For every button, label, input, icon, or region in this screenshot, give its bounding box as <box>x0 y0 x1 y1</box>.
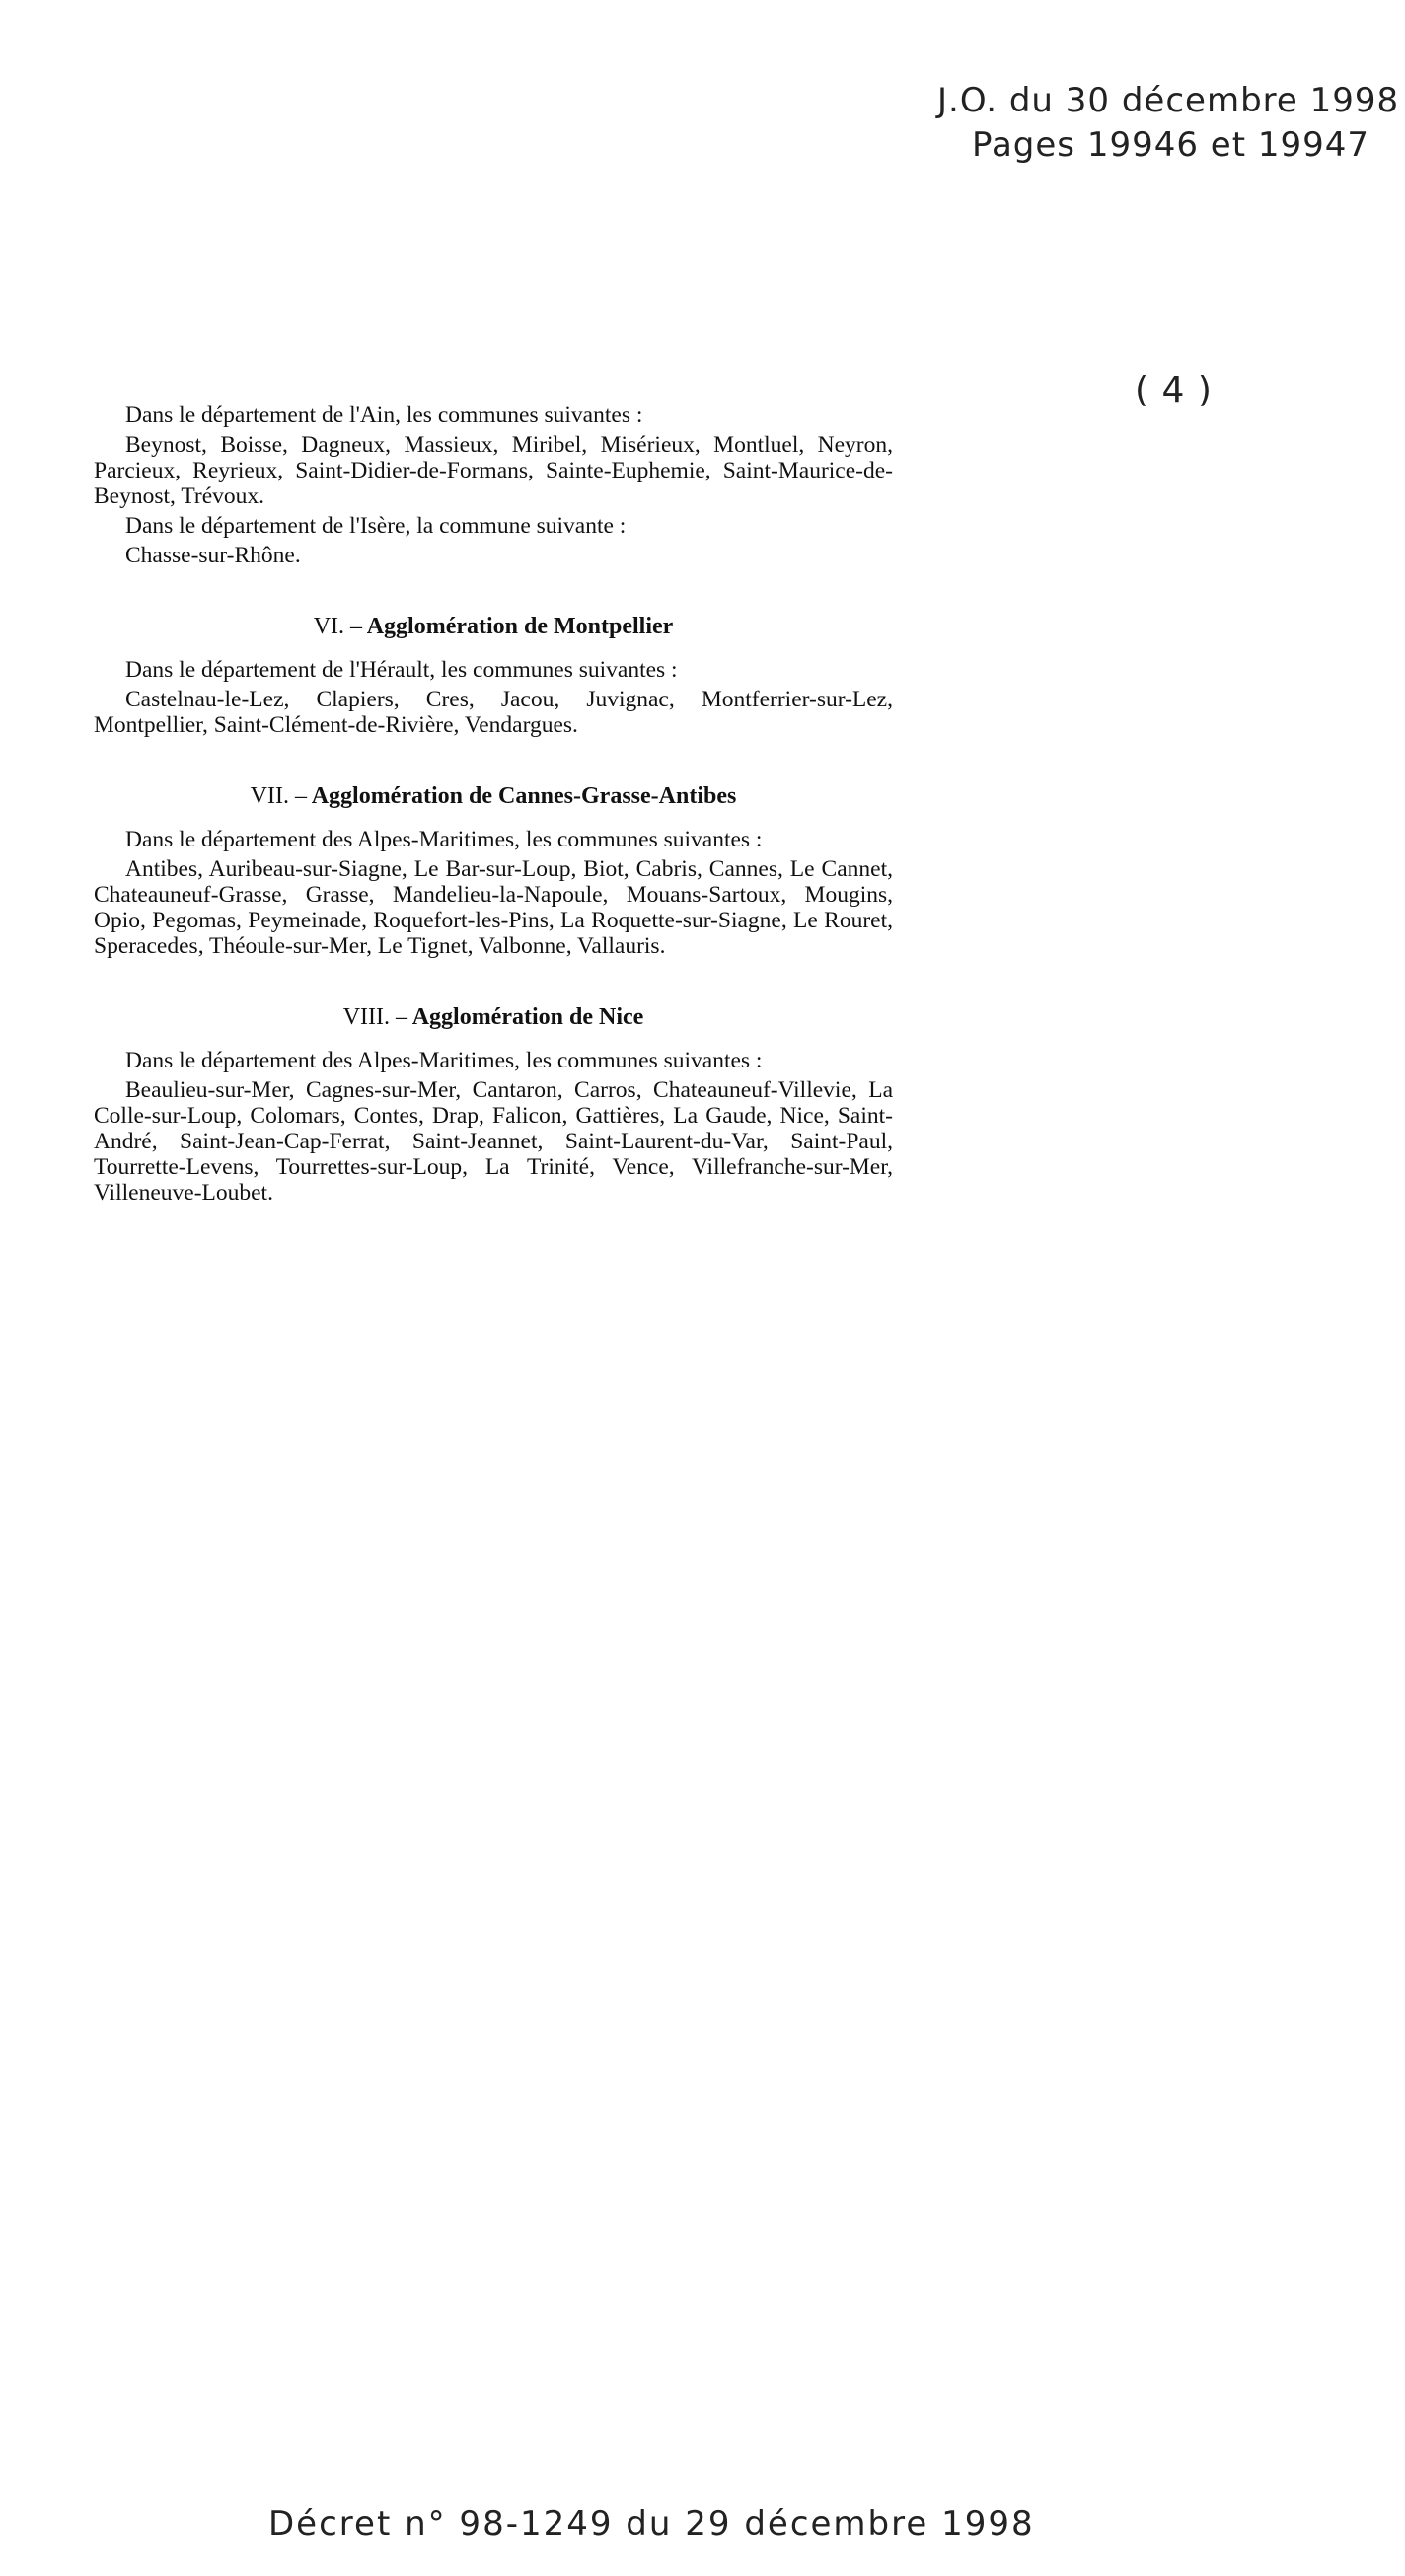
department-intro: Dans le département de l'Hérault, les communes suivantes : <box>125 657 678 683</box>
section-heading <box>94 783 893 809</box>
section-number: VII. – <box>250 783 307 809</box>
section-nice <box>94 1004 893 1206</box>
section-continuation <box>94 403 893 568</box>
commune-list: Beaulieu-sur-Mer, Cagnes-sur-Mer, Cantaron, Carros, Chateauneuf-Villevie, La Colle-sur-Loup, Colomars, Contes, Drap, Falicon, Gattières, La Gaude, Nice, Saint-André, Saint-Jean-Cap-Ferrat, Saint-Jeannet, Saint-Laurent-du-Var, Saint-Paul, Tourrette-Levens, Tourrettes-sur-Loup, La Trinité, Vence, Villefranche-sur-Mer, Villeneuve-Loubet. <box>94 1077 893 1206</box>
section-title: Agglomération de Montpellier <box>366 614 674 639</box>
decree-reference: Décret n° 98-1249 du 29 décembre 1998 <box>268 2504 1035 2543</box>
section-number: VIII. – <box>342 1004 407 1030</box>
department-intro: Dans le département de l'Ain, les communes suivantes : <box>125 403 643 428</box>
journal-reference: J.O. du 30 décembre 1998 <box>937 81 1400 120</box>
section-montpellier <box>94 614 893 738</box>
department-intro: Dans le département des Alpes-Maritimes, les communes suivantes : <box>125 827 763 852</box>
department-intro: Dans le département des Alpes-Maritimes, les communes suivantes : <box>125 1048 763 1073</box>
section-heading <box>94 1004 893 1030</box>
commune-list: Beynost, Boisse, Dagneux, Massieux, Miribel, Misérieux, Montluel, Neyron, Parcieux, Reyrieux, Saint-Didier-de-Formans, Sainte-Euphemie, Saint-Maurice-de-Beynost, Trévoux. <box>94 432 893 509</box>
department-intro: Dans le département de l'Isère, la commune suivante : <box>125 513 627 539</box>
commune-list: Castelnau-le-Lez, Clapiers, Cres, Jacou, Juvignac, Montferrier-sur-Lez, Montpellier, Saint-Clément-de-Rivière, Vendargues. <box>94 687 893 738</box>
commune-list: Antibes, Auribeau-sur-Siagne, Le Bar-sur-Loup, Biot, Cabris, Cannes, Le Cannet, Chateauneuf-Grasse, Grasse, Mandelieu-la-Napoule, Mouans-Sartoux, Mougins, Opio, Pegomas, Peymeinade, Roquefort-les-Pins, La Roquette-sur-Siagne, Le Rouret, Speracedes, Théoule-sur-Mer, Le Tignet, Valbonne, Vallauris. <box>94 856 893 959</box>
commune-list: Chasse-sur-Rhône. <box>125 543 301 568</box>
section-cannes-grasse-antibes <box>94 783 893 959</box>
section-heading <box>94 614 893 639</box>
journal-pages: Pages 19946 et 19947 <box>972 125 1370 165</box>
section-number: VI. – <box>313 614 363 639</box>
page-number: ( 4 ) <box>1135 370 1213 410</box>
document-body <box>94 399 893 1206</box>
section-title: Agglomération de Cannes-Grasse-Antibes <box>311 783 737 809</box>
section-title: Agglomération de Nice <box>411 1004 644 1030</box>
